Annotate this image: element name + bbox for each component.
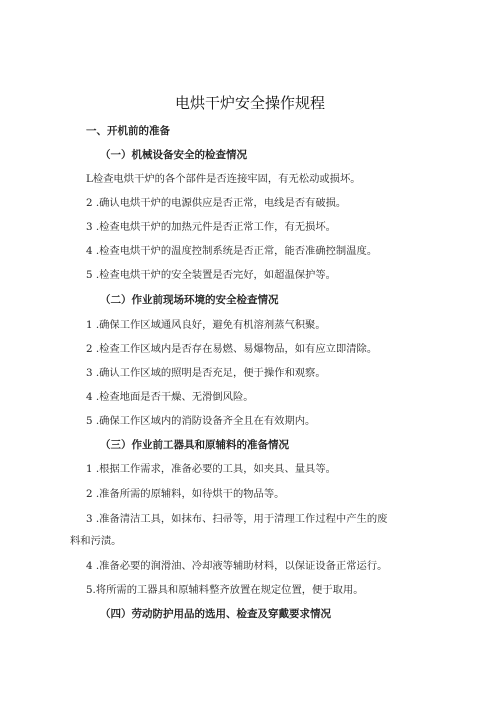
paragraph-line: 3 .确认工作区域的照明是否充足，便于操作和观察。 <box>86 367 326 379</box>
paragraph-line: 3 .检查电烘干炉的加热元件是否正常工作，有无损坏。 <box>86 221 336 233</box>
paragraph-line: L检查电烘干炉的各个部件是否连接牢固，有无松动或损坏。 <box>86 173 361 185</box>
paragraph-line: 2 .确认电烘干炉的电源供应是否正常，电线是否有破损。 <box>86 197 347 209</box>
paragraph-line: 5.将所需的工器具和原辅料整齐放置在规定位置，便于取用。 <box>86 584 364 596</box>
paragraph-line: 1 .根据工作需求，准备必要的工具，如夹具、量具等。 <box>86 463 336 475</box>
paragraph-line: 4 .检查电烘干炉的温度控制系统是否正常，能否准确控制温度。 <box>86 245 378 257</box>
paragraph-line: 料和污渍。 <box>70 535 122 547</box>
paragraph-line: 1 .确保工作区域通风良好，避免有机溶剂蒸气积聚。 <box>86 319 326 331</box>
section-heading: 一、开机前的准备 <box>86 125 170 137</box>
paragraph-line: 3 .准备清洁工具，如抹布、扫帚等，用于清理工作过程中产生的废 <box>86 513 388 525</box>
subsection-heading: （二）作业前现场环境的安全检查情况 <box>100 294 279 306</box>
paragraph-line: 4 .准备必要的润滑油、冷却液等辅助材料，以保证设备正常运行。 <box>86 560 388 572</box>
document-title: 电烘干炉安全操作规程 <box>174 94 325 112</box>
paragraph-line: 4 .检查地面是否干燥、无滑倒风险。 <box>86 391 254 403</box>
subsection-heading: （三）作业前工器具和原辅料的准备情况 <box>100 439 289 451</box>
paragraph-line: 2 .检查工作区域内是否存在易燃、易爆物品，如有应立即清除。 <box>86 343 378 355</box>
paragraph-line: 5 .确保工作区域内的消防设备齐全且在有效期内。 <box>86 415 316 427</box>
paragraph-line: 2 .准备所需的原辅料，如待烘干的物品等。 <box>86 488 285 500</box>
paragraph-line: 5 .检查电烘干炉的安全装置是否完好，如超温保护等。 <box>86 269 336 281</box>
subsection-heading: （一）机械设备安全的检查情况 <box>100 149 247 161</box>
subsection-heading: （四）劳动防护用品的选用、检查及穿戴要求情况 <box>100 608 331 620</box>
